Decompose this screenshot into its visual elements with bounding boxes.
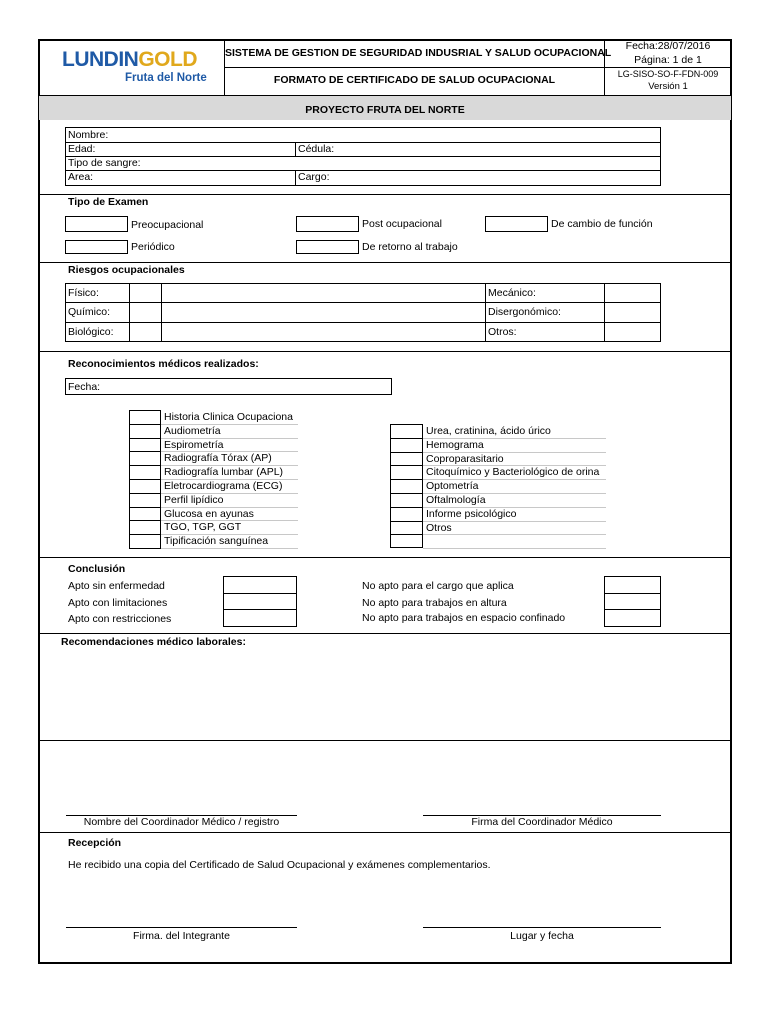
left-exam-item-checkbox[interactable] — [129, 479, 161, 494]
right-exam-extra-checkbox[interactable] — [390, 534, 423, 548]
left-exam-item-label: Radiografía Tórax (AP) — [164, 452, 272, 465]
post-ocupacional-label: Post ocupacional — [362, 218, 442, 230]
section-divider — [39, 740, 731, 741]
left-exam-item-label: Eletrocardiograma (ECG) — [164, 480, 283, 492]
no-apto-confinado-label: No apto para trabajos en espacio confinado — [362, 612, 566, 624]
right-exam-item-label: Citoquímico y Bacteriológico de orina — [426, 466, 600, 479]
nombre-field[interactable]: Nombre: — [68, 129, 109, 141]
retorno-checkbox[interactable] — [296, 240, 359, 254]
risks-title: Riesgos ocupacionales — [68, 264, 185, 276]
left-exam-item-checkbox[interactable] — [129, 520, 161, 535]
cargo-field[interactable]: Cargo: — [298, 171, 330, 183]
right-exam-item-label: Coproparasitario — [426, 452, 504, 465]
medical-date-label: Fecha: — [68, 381, 101, 393]
fisico-label: Físico: — [68, 287, 99, 299]
right-exam-extra-row-line — [423, 548, 606, 549]
col-line — [129, 283, 130, 342]
left-exam-item-label: TGO, TGP, GGT — [164, 521, 242, 534]
col-line — [295, 170, 296, 185]
header-date: Fecha:28/07/2016 — [625, 40, 711, 52]
preocupacional-checkbox[interactable] — [65, 216, 128, 232]
right-exam-item-label: Hemograma — [426, 438, 484, 451]
header-version: Versión 1 — [648, 81, 688, 92]
no-apto-altura-label: No apto para trabajos en altura — [362, 597, 507, 609]
right-exam-item-label: Oftalmología — [426, 494, 486, 506]
left-exam-item-label: Espirometría — [164, 438, 224, 451]
right-exam-item-checkbox[interactable] — [390, 479, 423, 494]
apto-lim-label: Apto con limitaciones — [68, 597, 168, 609]
right-exam-item-checkbox[interactable] — [390, 493, 423, 508]
otros-risk-label: Otros: — [488, 326, 517, 338]
right-exam-item-checkbox[interactable] — [390, 465, 423, 480]
left-exam-item-checkbox[interactable] — [129, 424, 161, 439]
no-apto-confinado-checkbox[interactable] — [604, 609, 661, 627]
left-exam-item-checkbox[interactable] — [129, 410, 161, 425]
left-exam-item-checkbox[interactable] — [129, 438, 161, 453]
row-line — [65, 170, 661, 171]
edad-field[interactable]: Edad: — [68, 143, 96, 155]
left-exam-item-label: Glucosa en ayunas — [164, 507, 254, 520]
right-exam-item-row-line — [423, 534, 606, 535]
project-title: PROYECTO FRUTA DEL NORTE — [305, 104, 465, 116]
header-page: Página: 1 de 1 — [634, 54, 702, 66]
left-exam-item-label: Tipificación sanguínea — [164, 535, 269, 548]
exam-type-title: Tipo de Examen — [68, 196, 149, 208]
col-line — [295, 142, 296, 156]
col-line — [161, 283, 162, 342]
left-exam-item-checkbox[interactable] — [129, 493, 161, 508]
apto-sin-checkbox[interactable] — [223, 576, 297, 594]
periodico-label: Periódico — [131, 241, 175, 253]
periodico-checkbox[interactable] — [65, 240, 128, 254]
section-divider — [39, 557, 731, 558]
apto-lim-checkbox[interactable] — [223, 593, 297, 610]
apto-res-checkbox[interactable] — [223, 609, 297, 627]
medical-title: Reconocimientos médicos realizados: — [68, 358, 259, 370]
right-exam-item-label: Otros — [426, 521, 452, 534]
member-signature-label: Firma. del Integrante — [133, 930, 230, 942]
post-ocupacional-checkbox[interactable] — [296, 216, 359, 232]
system-title: SISTEMA DE GESTION DE SEGURIDAD INDUSRIAL Y SALUD OCUPACIONAL — [225, 47, 612, 59]
right-exam-item-checkbox[interactable] — [390, 424, 423, 439]
recommendations-title: Recomendaciones médico laborales: — [61, 636, 246, 648]
no-apto-cargo-label: No apto para el cargo que aplica — [362, 580, 514, 592]
right-exam-item-checkbox[interactable] — [390, 507, 423, 522]
left-exam-item-label: Radiografía lumbar (APL) — [164, 466, 284, 479]
place-date-label: Lugar y fecha — [510, 930, 574, 942]
row-line — [65, 302, 661, 303]
no-apto-cargo-checkbox[interactable] — [604, 576, 661, 594]
row-line — [65, 322, 661, 323]
left-exam-item-row-line — [161, 548, 298, 549]
disergonomico-label: Disergonómico: — [488, 306, 561, 318]
col-line — [604, 283, 605, 342]
risks-table — [65, 283, 661, 342]
left-exam-item-checkbox[interactable] — [129, 451, 161, 466]
medical-date-field[interactable] — [65, 378, 392, 395]
col-line — [485, 283, 486, 342]
left-exam-item-checkbox[interactable] — [129, 507, 161, 522]
section-divider — [39, 832, 731, 833]
reception-text: He recibido una copia del Certificado de Salud Ocupacional y exámenes complementarios. — [68, 859, 491, 871]
apto-sin-label: Apto sin enfermedad — [68, 580, 165, 592]
section-divider — [39, 351, 731, 352]
left-exam-item-label: Audiometría — [164, 424, 221, 437]
right-exam-item-checkbox[interactable] — [390, 521, 423, 536]
reception-title: Recepción — [68, 837, 122, 849]
place-date-line[interactable] — [423, 927, 661, 928]
left-exam-item-checkbox[interactable] — [129, 465, 161, 480]
section-divider — [39, 194, 731, 195]
row-line — [65, 156, 661, 157]
member-signature-line[interactable] — [66, 927, 297, 928]
cedula-field[interactable]: Cédula: — [298, 143, 335, 155]
right-exam-item-label: Urea, cratinina, ácido úrico — [426, 425, 551, 437]
mecanico-label: Mecánico: — [488, 287, 536, 299]
conclusion-title: Conclusión — [68, 563, 126, 575]
logo-word-gold: GOLD — [138, 48, 197, 71]
right-exam-item-checkbox[interactable] — [390, 452, 423, 467]
apto-res-label: Apto con restricciones — [68, 613, 172, 625]
coordinator-signature-label: Firma del Coordinador Médico — [471, 816, 613, 828]
header-code: LG-SISO-SO-F-FDN-009 — [617, 69, 719, 79]
recommendations-area[interactable] — [40, 650, 730, 738]
quimico-label: Químico: — [68, 306, 111, 318]
company-logo — [62, 48, 212, 90]
tipo-sangre-field[interactable]: Tipo de sangre: — [68, 157, 141, 169]
cambio-funcion-label: De cambio de función — [551, 218, 653, 230]
preocupacional-label: Preocupacional — [131, 219, 204, 231]
area-field[interactable]: Area: — [68, 171, 94, 183]
cambio-funcion-checkbox[interactable] — [485, 216, 548, 232]
section-divider — [39, 633, 731, 634]
right-exam-item-label: Informe psicológico — [426, 507, 517, 520]
retorno-label: De retorno al trabajo — [362, 241, 458, 253]
logo-word-lundin: LUNDIN — [62, 48, 139, 71]
right-exam-item-label: Optometría — [426, 480, 479, 493]
row-line — [65, 142, 661, 143]
biologico-label: Biológico: — [68, 326, 114, 338]
format-title: FORMATO DE CERTIFICADO DE SALUD OCUPACIONAL — [273, 74, 556, 86]
left-exam-item-label: Perfil lipídico — [164, 493, 224, 506]
no-apto-altura-checkbox[interactable] — [604, 593, 661, 610]
left-exam-item-checkbox[interactable] — [129, 534, 161, 549]
section-divider — [39, 262, 731, 263]
left-exam-item-label: Historia Clinica Ocupaciona — [164, 411, 293, 423]
coordinator-name-label: Nombre del Coordinador Médico / registro — [83, 816, 280, 828]
logo-subtitle: Fruta del Norte — [125, 72, 207, 84]
right-exam-item-checkbox[interactable] — [390, 438, 423, 453]
